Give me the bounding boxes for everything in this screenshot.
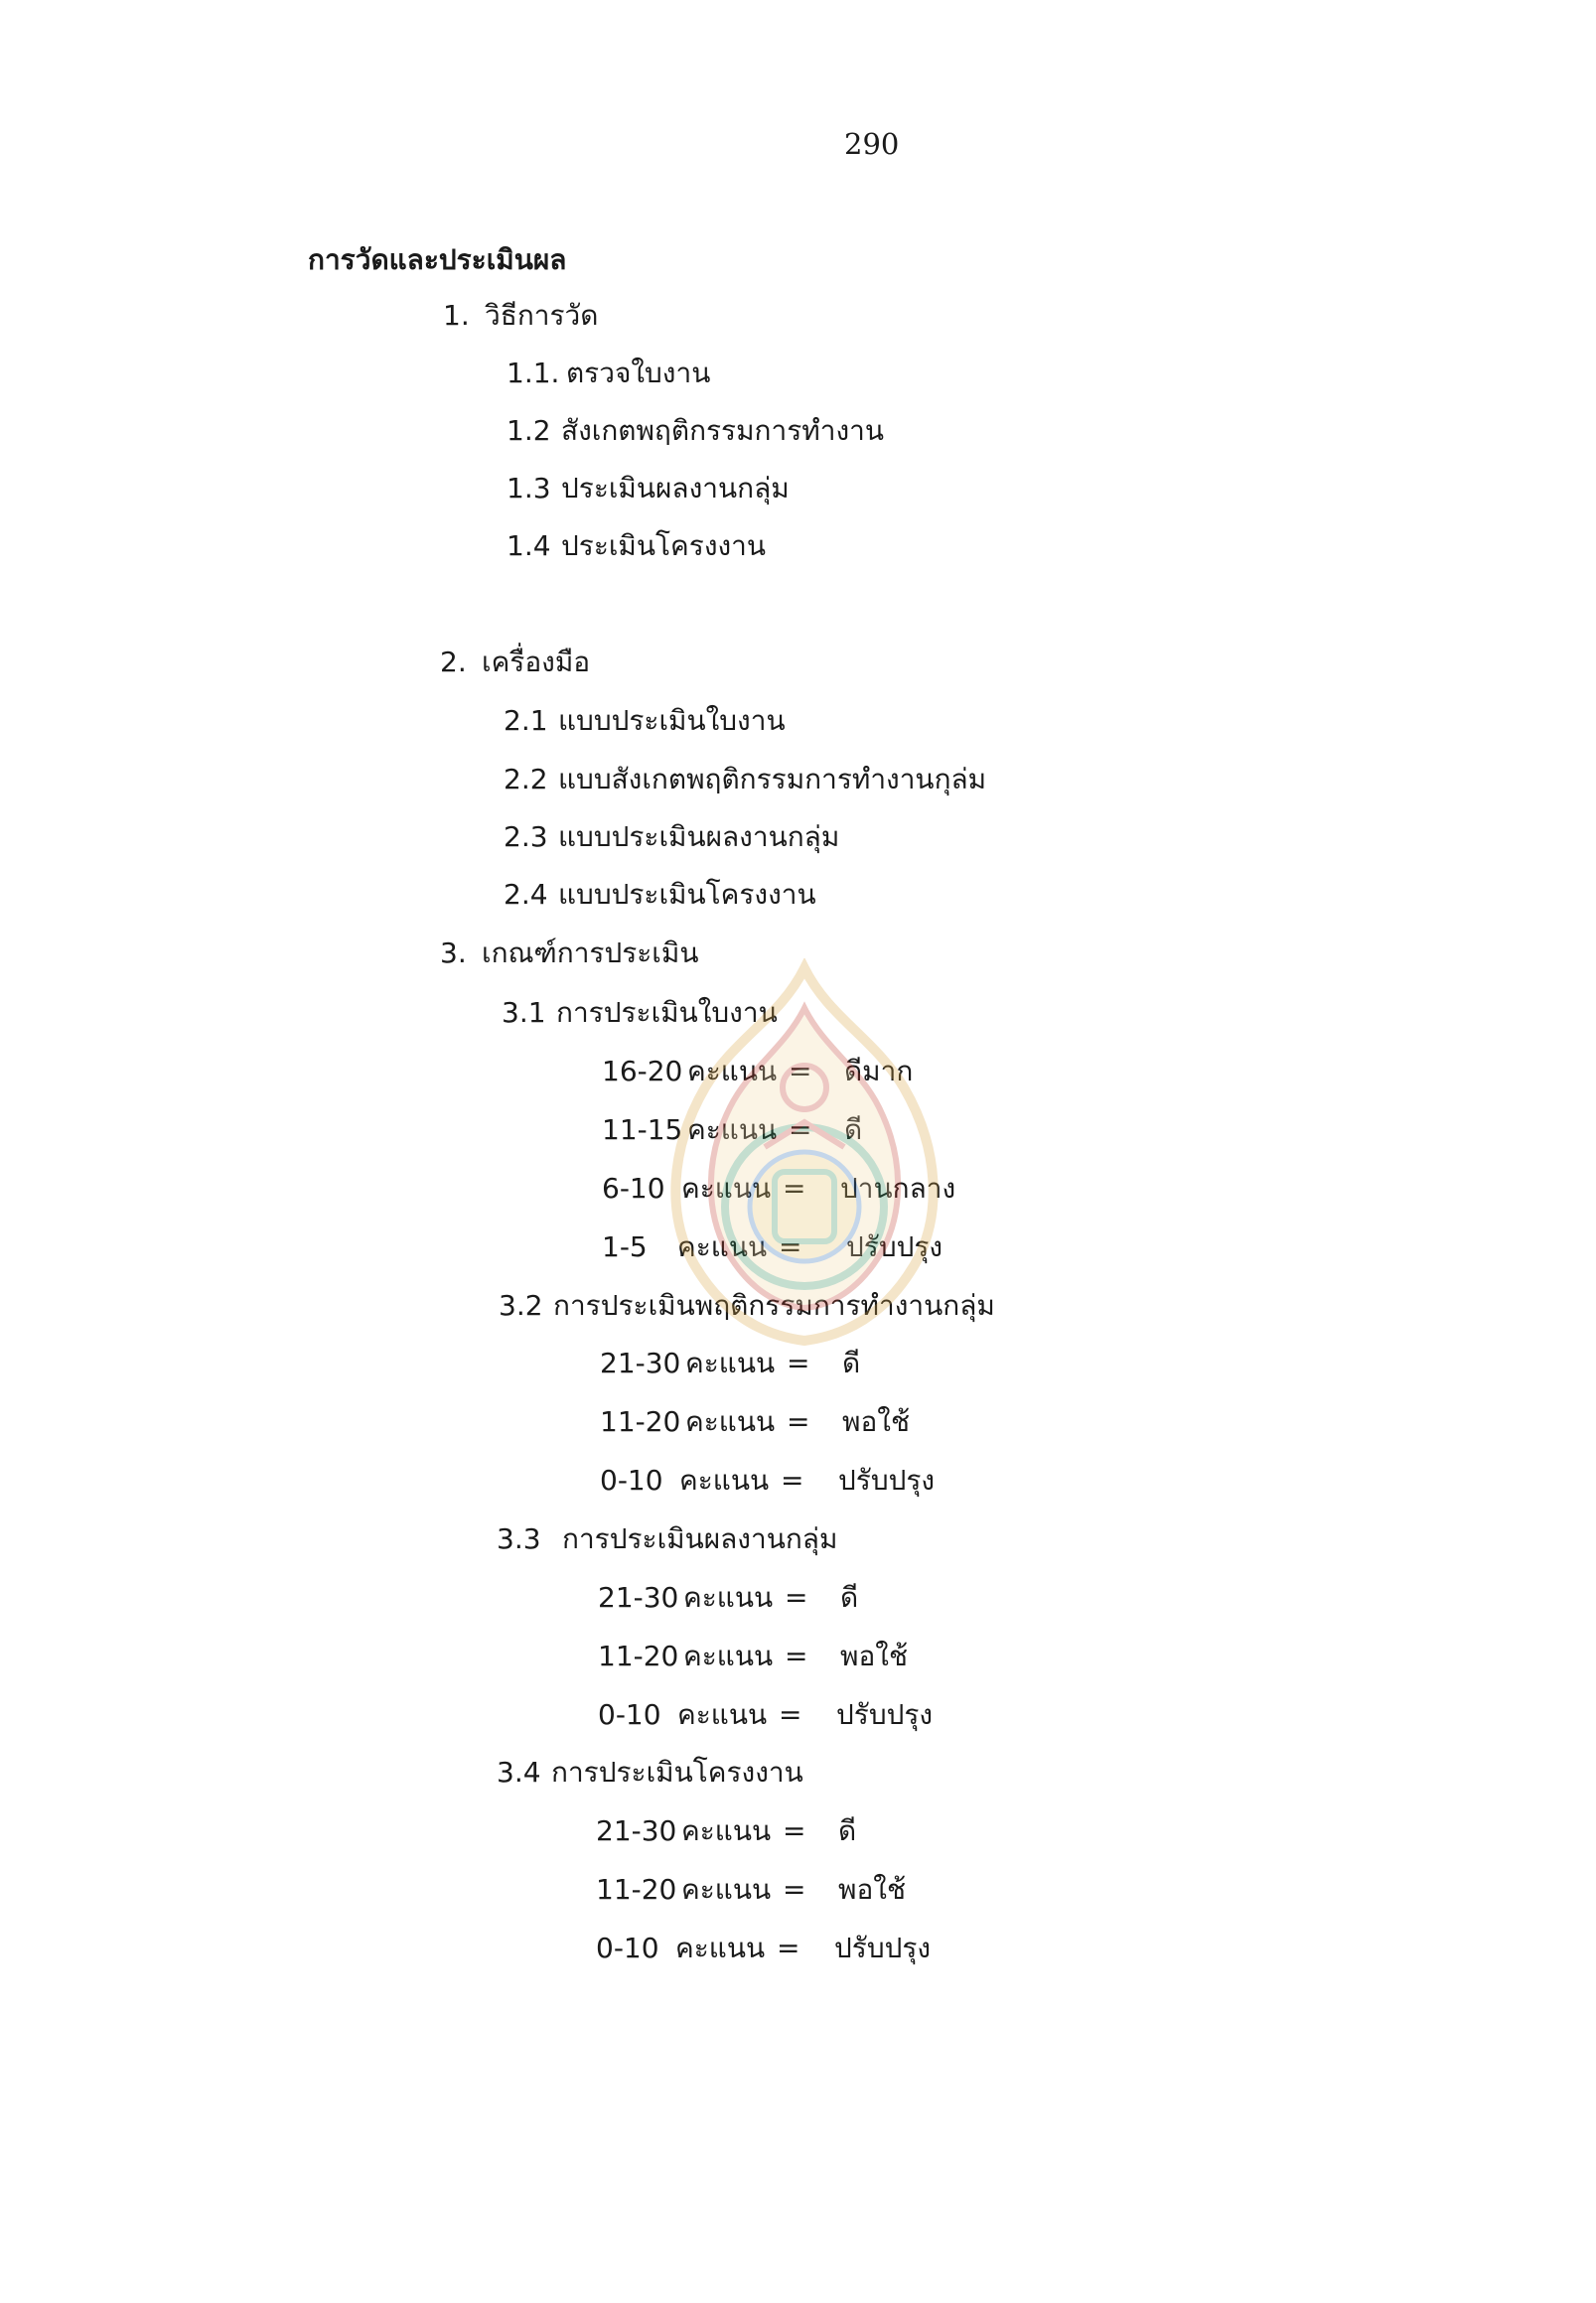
document-page: 290 การวัดและประเมินผล 1. วิธีการวัด 1.1. ตรวจใบงาน 1.2 สังเกตพฤติกรรมการทำงาน 1.3 ประเมินผลงานกลุ่ม 1.4 ประเมินโครงงาน 2. เครื่องมือ 2.1 แบบประเมินใบงาน 2.2 แบบสังเกตพฤติกรรมการทำงานกุล่ม 2.3 แบบประเมินผลงานกลุ่ม 2.4 แบบประเมินโครงงาน 3. เกณฑ์การประเมิน 3.1 การประเมินใบงาน 16-20 คะแนน = ดีมาก 11-15 คะแนน = ดี 6-10 คะแนน = ปานกลาง 1-5 คะแนน = ปรับปรุง 3.2 การประเมินพฤติกรรมการทำงานกลุ่ม 21-30 คะแนน = ดี 11-20 คะแนน = พอใช้ 0-10 คะแนน = ปรับปรุง 3.3 การประเมินผลงานกลุ่ม 21-30 คะแนน = ดี 11-20 คะแนน = พอใช้ 0-10 คะแนน = ปรับปรุง 3.4 การประเมินโครงงาน 21-30 คะแนน = ดี 11-20 คะแนน = พอใช้ 0-10 คะแนน = ปรับปรุง <box>308 127 995 1964</box>
list-item: 2.3 แบบประเมินผลงานกลุ่ม <box>504 820 840 853</box>
subsection-3-4-title: 3.4 การประเมินโครงงาน <box>497 1756 803 1789</box>
list-item: 2.1 แบบประเมินใบงาน <box>504 704 786 737</box>
list-item: 1.3 ประเมินผลงานกลุ่ม <box>507 472 790 504</box>
list-item: 2.2 แบบสังเกตพฤติกรรมการทำงานกุล่ม <box>504 763 987 795</box>
list-item: 1.2 สังเกตพฤติกรรมการทำงาน <box>507 414 884 447</box>
list-item: 1.4 ประเมินโครงงาน <box>507 529 767 562</box>
section-2-title: 2. เครื่องมือ <box>440 646 591 678</box>
section-heading: การวัดและประเมินผล <box>308 243 567 276</box>
page-number: 290 <box>844 127 900 161</box>
subsection-3-1-title: 3.1 การประเมินใบงาน <box>502 996 778 1029</box>
subsection-3-3-title: 3.3 การประเมินผลงานกลุ่ม <box>497 1522 838 1555</box>
list-item: 1.1. ตรวจใบงาน <box>507 357 711 389</box>
list-item: 2.4 แบบประเมินโครงงาน <box>504 878 816 911</box>
section-1-title: 1. วิธีการวัด <box>443 299 599 332</box>
section-3-title: 3. เกณฑ์การประเมิน <box>440 936 699 969</box>
subsection-3-2-title: 3.2 การประเมินพฤติกรรมการทำงานกลุ่ม <box>499 1289 995 1322</box>
